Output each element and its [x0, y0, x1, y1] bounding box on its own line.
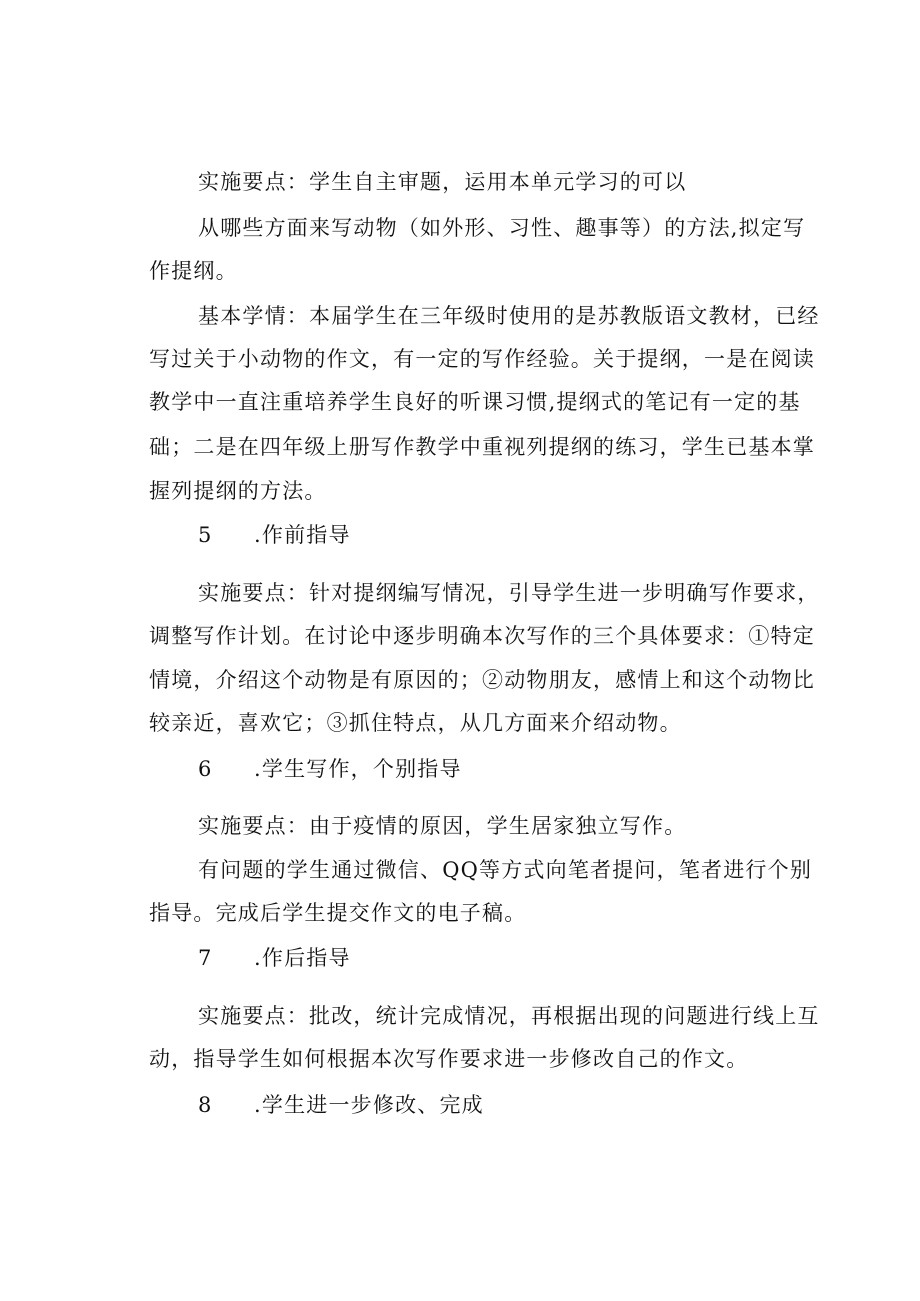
section-heading-8	[198, 1091, 484, 1119]
section-title: .学生进一步修改、完成	[254, 1093, 484, 1117]
paragraph-writing-method-line-2: 作提纲。	[149, 259, 238, 283]
paragraph-student-situation-line-5: 握列提纲的方法。	[149, 479, 327, 503]
section-number: 5	[198, 523, 212, 547]
paragraph-student-situation-line-4: 础；二是在四年级上册写作教学中重视列提纲的练习，学生已基本掌	[149, 435, 815, 459]
paragraph-writing-method-line-1: 从哪些方面来写动物（如外形、习性、趣事等）的方法,拟定写	[198, 216, 806, 240]
paragraph-implementation-points-1: 实施要点：学生自主审题，运用本单元学习的可以	[198, 170, 687, 194]
paragraph-pre-writing-line-3: 情境，介绍这个动物是有原因的；②动物朋友，感情上和这个动物比	[149, 668, 815, 692]
paragraph-individual-guidance-line-1: 有问题的学生通过微信、QQ等方式向笔者提问，笔者进行个别	[198, 858, 813, 882]
paragraph-pre-writing-line-4: 较亲近，喜欢它；③抓住特点，从几方面来介绍动物。	[149, 711, 682, 735]
paragraph-post-writing-line-2: 动，指导学生如何根据本次写作要求进一步修改自己的作文。	[149, 1047, 749, 1071]
paragraph-home-writing: 实施要点：由于疫情的原因，学生居家独立写作。	[198, 814, 687, 838]
section-heading-6	[198, 755, 462, 783]
section-number: 7	[198, 946, 212, 970]
paragraph-pre-writing-line-1: 实施要点：针对提纲编写情况，引导学生进一步明确写作要求，	[198, 581, 820, 605]
section-title: .作前指导	[254, 523, 351, 547]
paragraph-post-writing-line-1: 实施要点：批改，统计完成情况，再根据出现的问题进行线上互	[198, 1004, 820, 1028]
section-title: .学生写作，个别指导	[254, 757, 462, 781]
paragraph-student-situation-line-2: 写过关于小动物的作文，有一定的写作经验。关于提纲，一是在阅读	[149, 347, 815, 371]
section-heading-7	[198, 944, 351, 972]
paragraph-student-situation-line-1: 基本学情：本届学生在三年级时使用的是苏教版语文教材，已经	[198, 304, 820, 328]
section-title: .作后指导	[254, 946, 351, 970]
section-number: 8	[198, 1093, 212, 1117]
section-number: 6	[198, 757, 212, 781]
paragraph-student-situation-line-3: 教学中一直注重培养学生良好的听课习惯,提纲式的笔记有一定的基	[149, 390, 801, 414]
section-heading-5	[198, 521, 351, 549]
paragraph-pre-writing-line-2: 调整写作计划。在讨论中逐步明确本次写作的三个具体要求：①特定	[149, 624, 815, 648]
paragraph-individual-guidance-line-2: 指导。完成后学生提交作文的电子稿。	[149, 901, 527, 925]
